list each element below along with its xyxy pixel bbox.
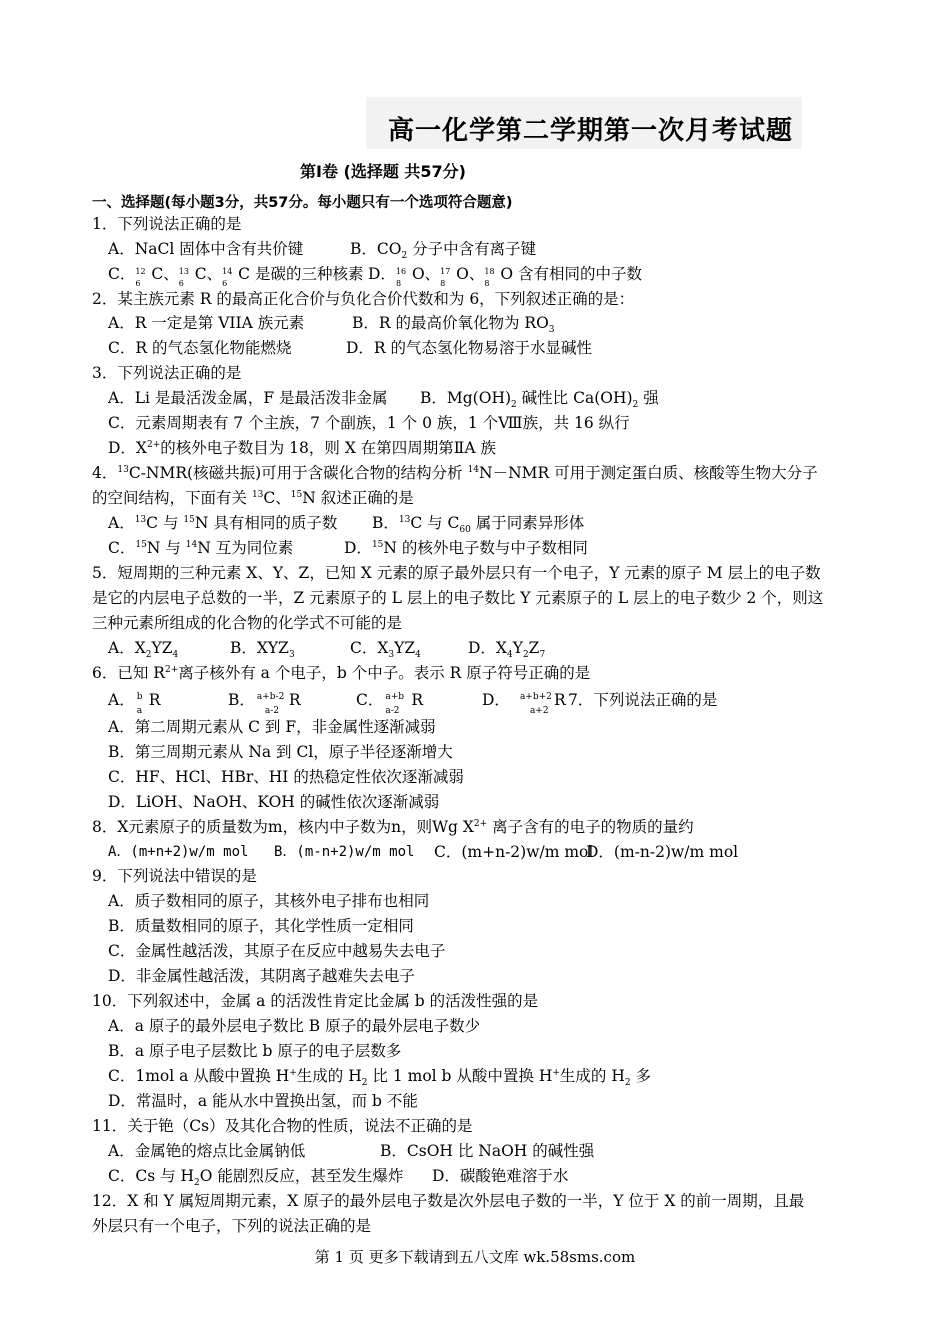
q6-option-b: B． a+b-2 a-2 R [228, 691, 301, 716]
q7-option-a: A．第二周期元素从 C 到 F，非金属性逐渐减弱 [108, 718, 436, 736]
q11-option-d: D．碳酸铯难溶于水 [432, 1167, 569, 1185]
q4-option-a: A．$^{13}$C 与 $^{15}$N 具有相同的质子数 [108, 514, 338, 532]
q4-option-b: B．$^{13}$C 与 $C_{60}$ 属于同素异形体 [372, 514, 585, 536]
q4-stem-line1: 4．$^{13}$C-NMR(核磁共振)可用于含碳化合物的结构分析 $^{14}$N－NMR 可用于测定蛋白质、核酸等生物大分子 [92, 464, 818, 482]
q9-option-c: C．金属性越活泼，其原子在反应中越易失去电子 [108, 942, 446, 960]
page-title: 高一化学第二学期第一次月考试题 [388, 116, 794, 146]
q3-stem: 3．下列说法正确的是 [92, 364, 242, 382]
page-footer: 第 1 页 更多下载请到五八文库 wk.58sms.com [314, 1248, 636, 1266]
q2-option-b: B．R 的最高价氧化物为 $RO_3$ [352, 314, 555, 336]
q8-option-a: A．(m+n+2)w/m mol [108, 844, 249, 860]
q6-option-c: C． a+b a-2 R [356, 691, 424, 716]
q5-stem-line3: 三种元素所组成的化合物的化学式不可能的是 [92, 614, 403, 632]
q10-option-c: C．1mol a 从酸中置换 H+生成的 $H_2$ 比 1 mol b 从酸中置换 H+生成的 $H_2$ 多 [108, 1067, 652, 1089]
q10-option-d: D．常温时，a 能从水中置换出氢，而 b 不能 [108, 1092, 418, 1110]
q7-stem: 7．下列说法正确的是 [568, 691, 718, 709]
q3-option-b: B．$Mg(OH)_2$ 碱性比 $Ca(OH)_2$ 强 [420, 389, 659, 411]
q5-option-d: D．$X_4Y_2Z_7$ [468, 639, 546, 661]
q2-option-d: D．R 的气态氢化物易溶于水显碱性 [346, 339, 593, 357]
q5-stem-line1: 5．短周期的三种元素 X、Y、Z，已知 X 元素的原子最外层只有一个电子，Y 元素的原子 M 层上的电子数 [92, 564, 821, 582]
q2-option-c: C．R 的气态氢化物能燃烧 [108, 339, 292, 357]
q4-option-d: D．$^{15}$N 的核外电子数与中子数相同 [344, 539, 588, 557]
q7-option-b: B．第三周期元素从 Na 到 Cl，原子半径逐渐增大 [108, 743, 453, 761]
instructions: 一、选择题(每小题3分，共57分。每小题只有一个选项符合题意) [92, 195, 513, 211]
q5-option-a: A．$X_2YZ_4$ [108, 639, 179, 661]
q10-option-b: B．a 原子电子层数比 b 原子的电子层数多 [108, 1042, 402, 1060]
q7-option-d: D．LiOH、NaOH、KOH 的碱性依次逐渐减弱 [108, 793, 440, 811]
q7-option-c: C．HF、HCl、HBr、HI 的热稳定性依次逐渐减弱 [108, 768, 464, 786]
q10-option-a: A．a 原子的最外层电子数比 B 原子的最外层电子数少 [108, 1017, 481, 1035]
q8-option-b: B．(m-n+2)w/m mol [274, 844, 415, 860]
q8-stem: 8．X元素原子的质量数为m，核内中子数为n，则Wg $X^{2+}$ 离子含有的电子的物质的量约 [92, 818, 694, 836]
q1-stem: 1．下列说法正确的是 [92, 215, 242, 233]
q9-stem: 9．下列说法中错误的是 [92, 867, 257, 885]
q2-option-a: A．R 一定是第 VIIA 族元素 [108, 314, 305, 332]
q1-option-b: B．$CO_2$ 分子中含有离子键 [350, 240, 537, 262]
q5-stem-line2: 是它的内层电子总数的一半，Z 元素原子的 L 层上的电子数比 Y 元素原子的 L 层上的电子数少 2 个，则这 [92, 589, 824, 607]
section-heading: 第Ⅰ卷 (选择题 共57分) [300, 162, 466, 181]
q8-option-c: C．(m+n-2)w/m mol [434, 843, 594, 861]
q9-option-d: D．非金属性越活泼，其阴离子越难失去电子 [108, 967, 415, 985]
q1-option-c: C． 12 6 C、 13 6 C、 14 6 C 是碳的三种核素 [108, 265, 364, 288]
q4-option-c: C．$^{15}$N 与 $^{14}$N 互为同位素 [108, 539, 294, 557]
q3-option-a: A．Li 是最活泼金属，F 是最活泼非金属 [108, 389, 388, 407]
q5-option-b: B．$XYZ_3$ [230, 639, 295, 661]
q9-option-a: A．质子数相同的原子，其核外电子排布也相同 [108, 892, 430, 910]
q6-stem: 6．已知 $R^{2+}$离子核外有 a 个电子，b 个中子。表示 R 原子符号正确的是 [92, 664, 591, 682]
q2-stem: 2．某主族元素 R 的最高正化合价与负化合价代数和为 6，下列叙述正确的是： [92, 290, 635, 308]
q1-option-a: A．NaCl 固体中含有共价键 [108, 240, 304, 258]
q11-option-c: C．Cs 与 $H_2O$ 能剧烈反应，甚至发生爆炸 [108, 1167, 404, 1189]
q8-option-d: D．(m-n-2)w/m mol [586, 843, 739, 861]
q3-option-d: D．$X^{2+}$的核外电子数目为 18，则 X 在第四周期第ⅡA 族 [108, 439, 496, 457]
q9-option-b: B．质量数相同的原子，其化学性质一定相同 [108, 917, 414, 935]
q11-option-a: A．金属铯的熔点比金属钠低 [108, 1142, 306, 1160]
q3-option-c: C．元素周期表有 7 个主族，7 个副族，1 个 0 族，1 个Ⅷ族，共 16 纵行 [108, 414, 630, 432]
q12-stem-line1: 12．X 和 Y 属短周期元素，X 原子的最外层电子数是次外层电子数的一半，Y 位于 X 的前一周期，且最 [92, 1192, 805, 1210]
q1-option-d: D． 16 8 O、 17 8 O、 18 8 O 含有相同的中子数 [368, 265, 643, 288]
q5-option-c: C．$X_3YZ_4$ [350, 639, 421, 661]
q4-stem-line2: 的空间结构，下面有关 $^{13}$C、$^{15}$N 叙述正确的是 [92, 489, 414, 507]
q12-stem-line2: 外层只有一个电子，下列的说法正确的是 [92, 1217, 372, 1235]
q10-stem: 10．下列叙述中，金属 a 的活泼性肯定比金属 b 的活泼性强的是 [92, 992, 539, 1010]
q11-stem: 11．关于铯（Cs）及其化合物的性质，说法不正确的是 [92, 1117, 473, 1135]
q11-option-b: B．CsOH 比 NaOH 的碱性强 [380, 1142, 595, 1160]
q6-option-d: D． a+b+2 a+2 R [482, 691, 566, 716]
q6-option-a: A． b a R [108, 691, 161, 716]
